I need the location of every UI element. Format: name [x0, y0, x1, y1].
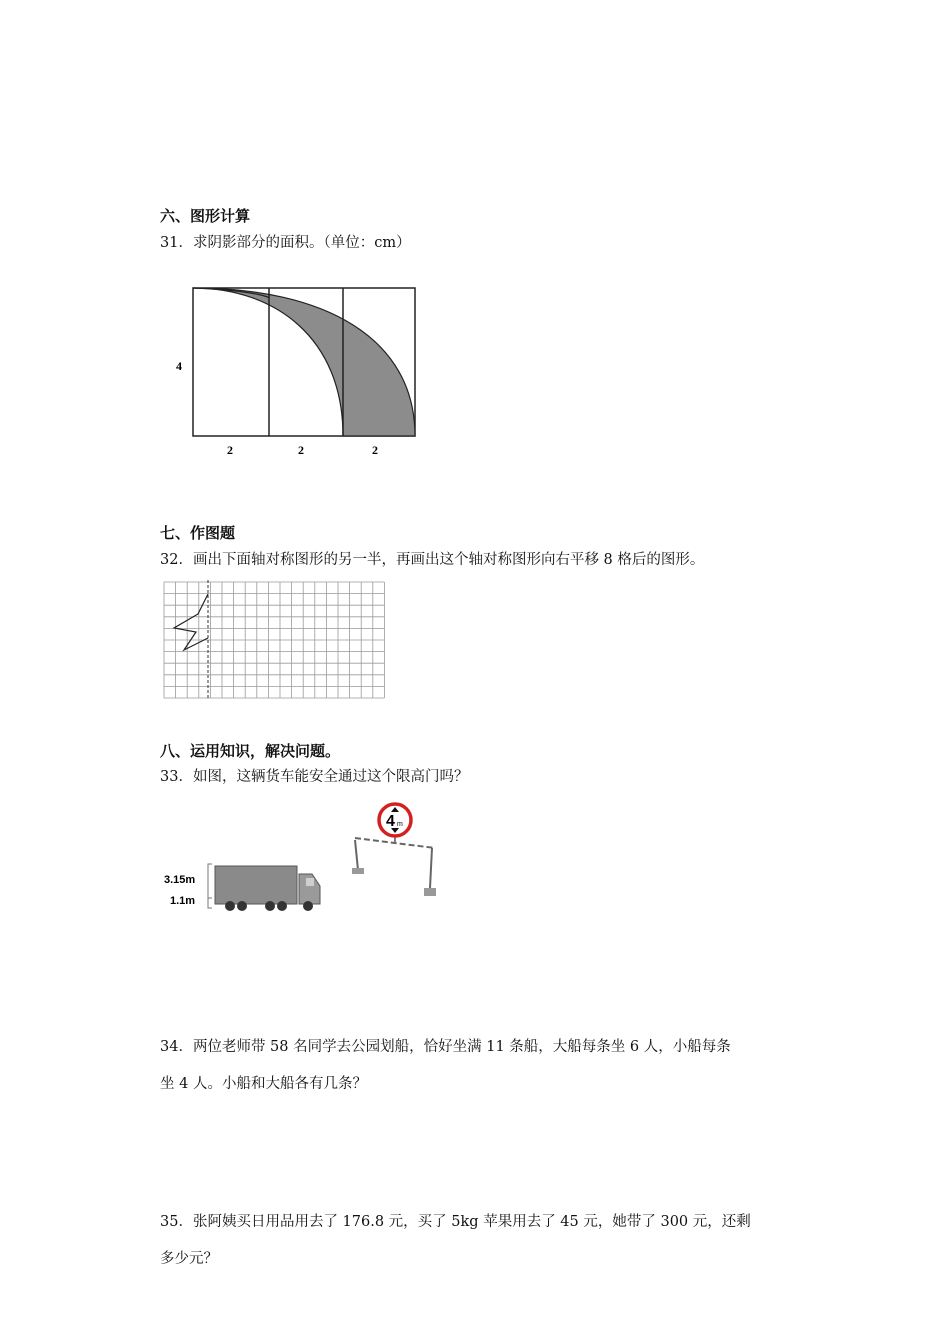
- clearance-bracket: [208, 898, 212, 908]
- width-label-3: 2: [372, 443, 378, 457]
- grid-drawing-figure: [160, 580, 392, 702]
- question-32-text: 32．画出下面轴对称图形的另一半，再画出这个轴对称图形向右平移 8 格后的图形。: [160, 552, 705, 568]
- truck-height-label: 3.15m: [164, 874, 196, 886]
- shaded-area-figure: [165, 278, 425, 458]
- shaded-region: [193, 288, 415, 436]
- section-7-heading: 七、作图题: [160, 524, 236, 542]
- sign-unit: m: [397, 821, 403, 828]
- question-35-line-1: 35．张阿姨买日用品用去了 176.8 元，买了 5kg 苹果用去了 45 元，她带了 300 元，还剩: [160, 1214, 751, 1230]
- question-35-line-2: 多少元？: [160, 1251, 218, 1267]
- height-label: 4: [176, 359, 182, 373]
- truck: [215, 866, 320, 911]
- sign-value: 4: [386, 813, 395, 830]
- width-label-2: 2: [298, 443, 304, 457]
- truck-height-figure: [160, 800, 450, 918]
- grid: [164, 582, 384, 698]
- height-limit-gate: [352, 834, 436, 896]
- section-6-heading: 六、图形计算: [160, 207, 251, 225]
- question-34-line-2: 坐 4 人。小船和大船各有几条？: [160, 1076, 367, 1092]
- section-8-heading: 八、运用知识，解决问题。: [160, 742, 341, 760]
- width-label-1: 2: [227, 443, 233, 457]
- height-bracket: [208, 864, 212, 898]
- question-34-line-1: 34．两位老师带 58 名同学去公园划船，恰好坐满 11 条船，大船每条坐 6 人，小船每条: [160, 1039, 731, 1055]
- clearance-label: 1.1m: [170, 895, 196, 907]
- height-limit-sign: [379, 804, 411, 836]
- question-33-text: 33．如图，这辆货车能安全通过这个限高门吗？: [160, 769, 469, 785]
- half-figure: [174, 594, 208, 650]
- question-31-text: 31．求阴影部分的面积。（单位：cm）: [160, 235, 411, 251]
